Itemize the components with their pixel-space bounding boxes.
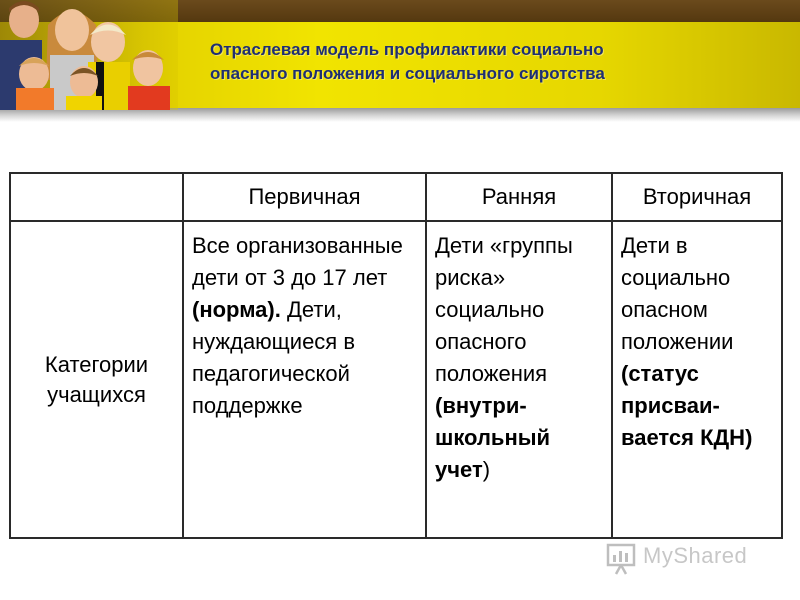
- table-header-row: [10, 173, 782, 221]
- prevention-model-table: [9, 172, 783, 539]
- column-header-primary: Первичная: [183, 173, 426, 221]
- primary-text-2: Дети, нуждающиеся в педагогической поддержке: [192, 297, 356, 418]
- children-photo: [0, 0, 178, 110]
- primary-bold-norm: (норма).: [192, 297, 281, 322]
- secondary-text-1: Дети в социально опасном положении: [621, 233, 734, 354]
- row-label-line-1: Категории: [44, 351, 149, 377]
- banner-shadow: [0, 108, 800, 122]
- cell-secondary: [612, 221, 782, 538]
- early-bold-school-record: (внутри-школьный учет: [435, 393, 551, 482]
- chart-bars-icon: [605, 541, 639, 575]
- column-header-empty: [10, 173, 183, 221]
- table-row: [10, 221, 782, 538]
- early-text-1: Дети «группы риска» социально опасного положения: [435, 233, 573, 386]
- primary-text-1: Все организованные дети от 3 до 17 лет: [192, 233, 403, 290]
- row-label-line-2: учащихся: [47, 381, 146, 407]
- early-text-2: ): [482, 457, 491, 482]
- myshared-watermark: [605, 541, 775, 577]
- cell-primary: [183, 221, 426, 538]
- column-header-early: Ранняя: [426, 173, 612, 221]
- page-title: [210, 38, 780, 86]
- cell-early: [426, 221, 612, 538]
- title-line-2: опасного положения и социального сиротства: [210, 64, 605, 83]
- column-header-secondary: Вторичная: [612, 173, 782, 221]
- row-label-student-categories: [10, 221, 183, 538]
- watermark-text: MyShared: [643, 543, 748, 568]
- title-line-1: Отраслевая модель профилактики социально: [210, 40, 604, 59]
- secondary-bold-status: (статус присваи-вается КДН): [621, 361, 753, 450]
